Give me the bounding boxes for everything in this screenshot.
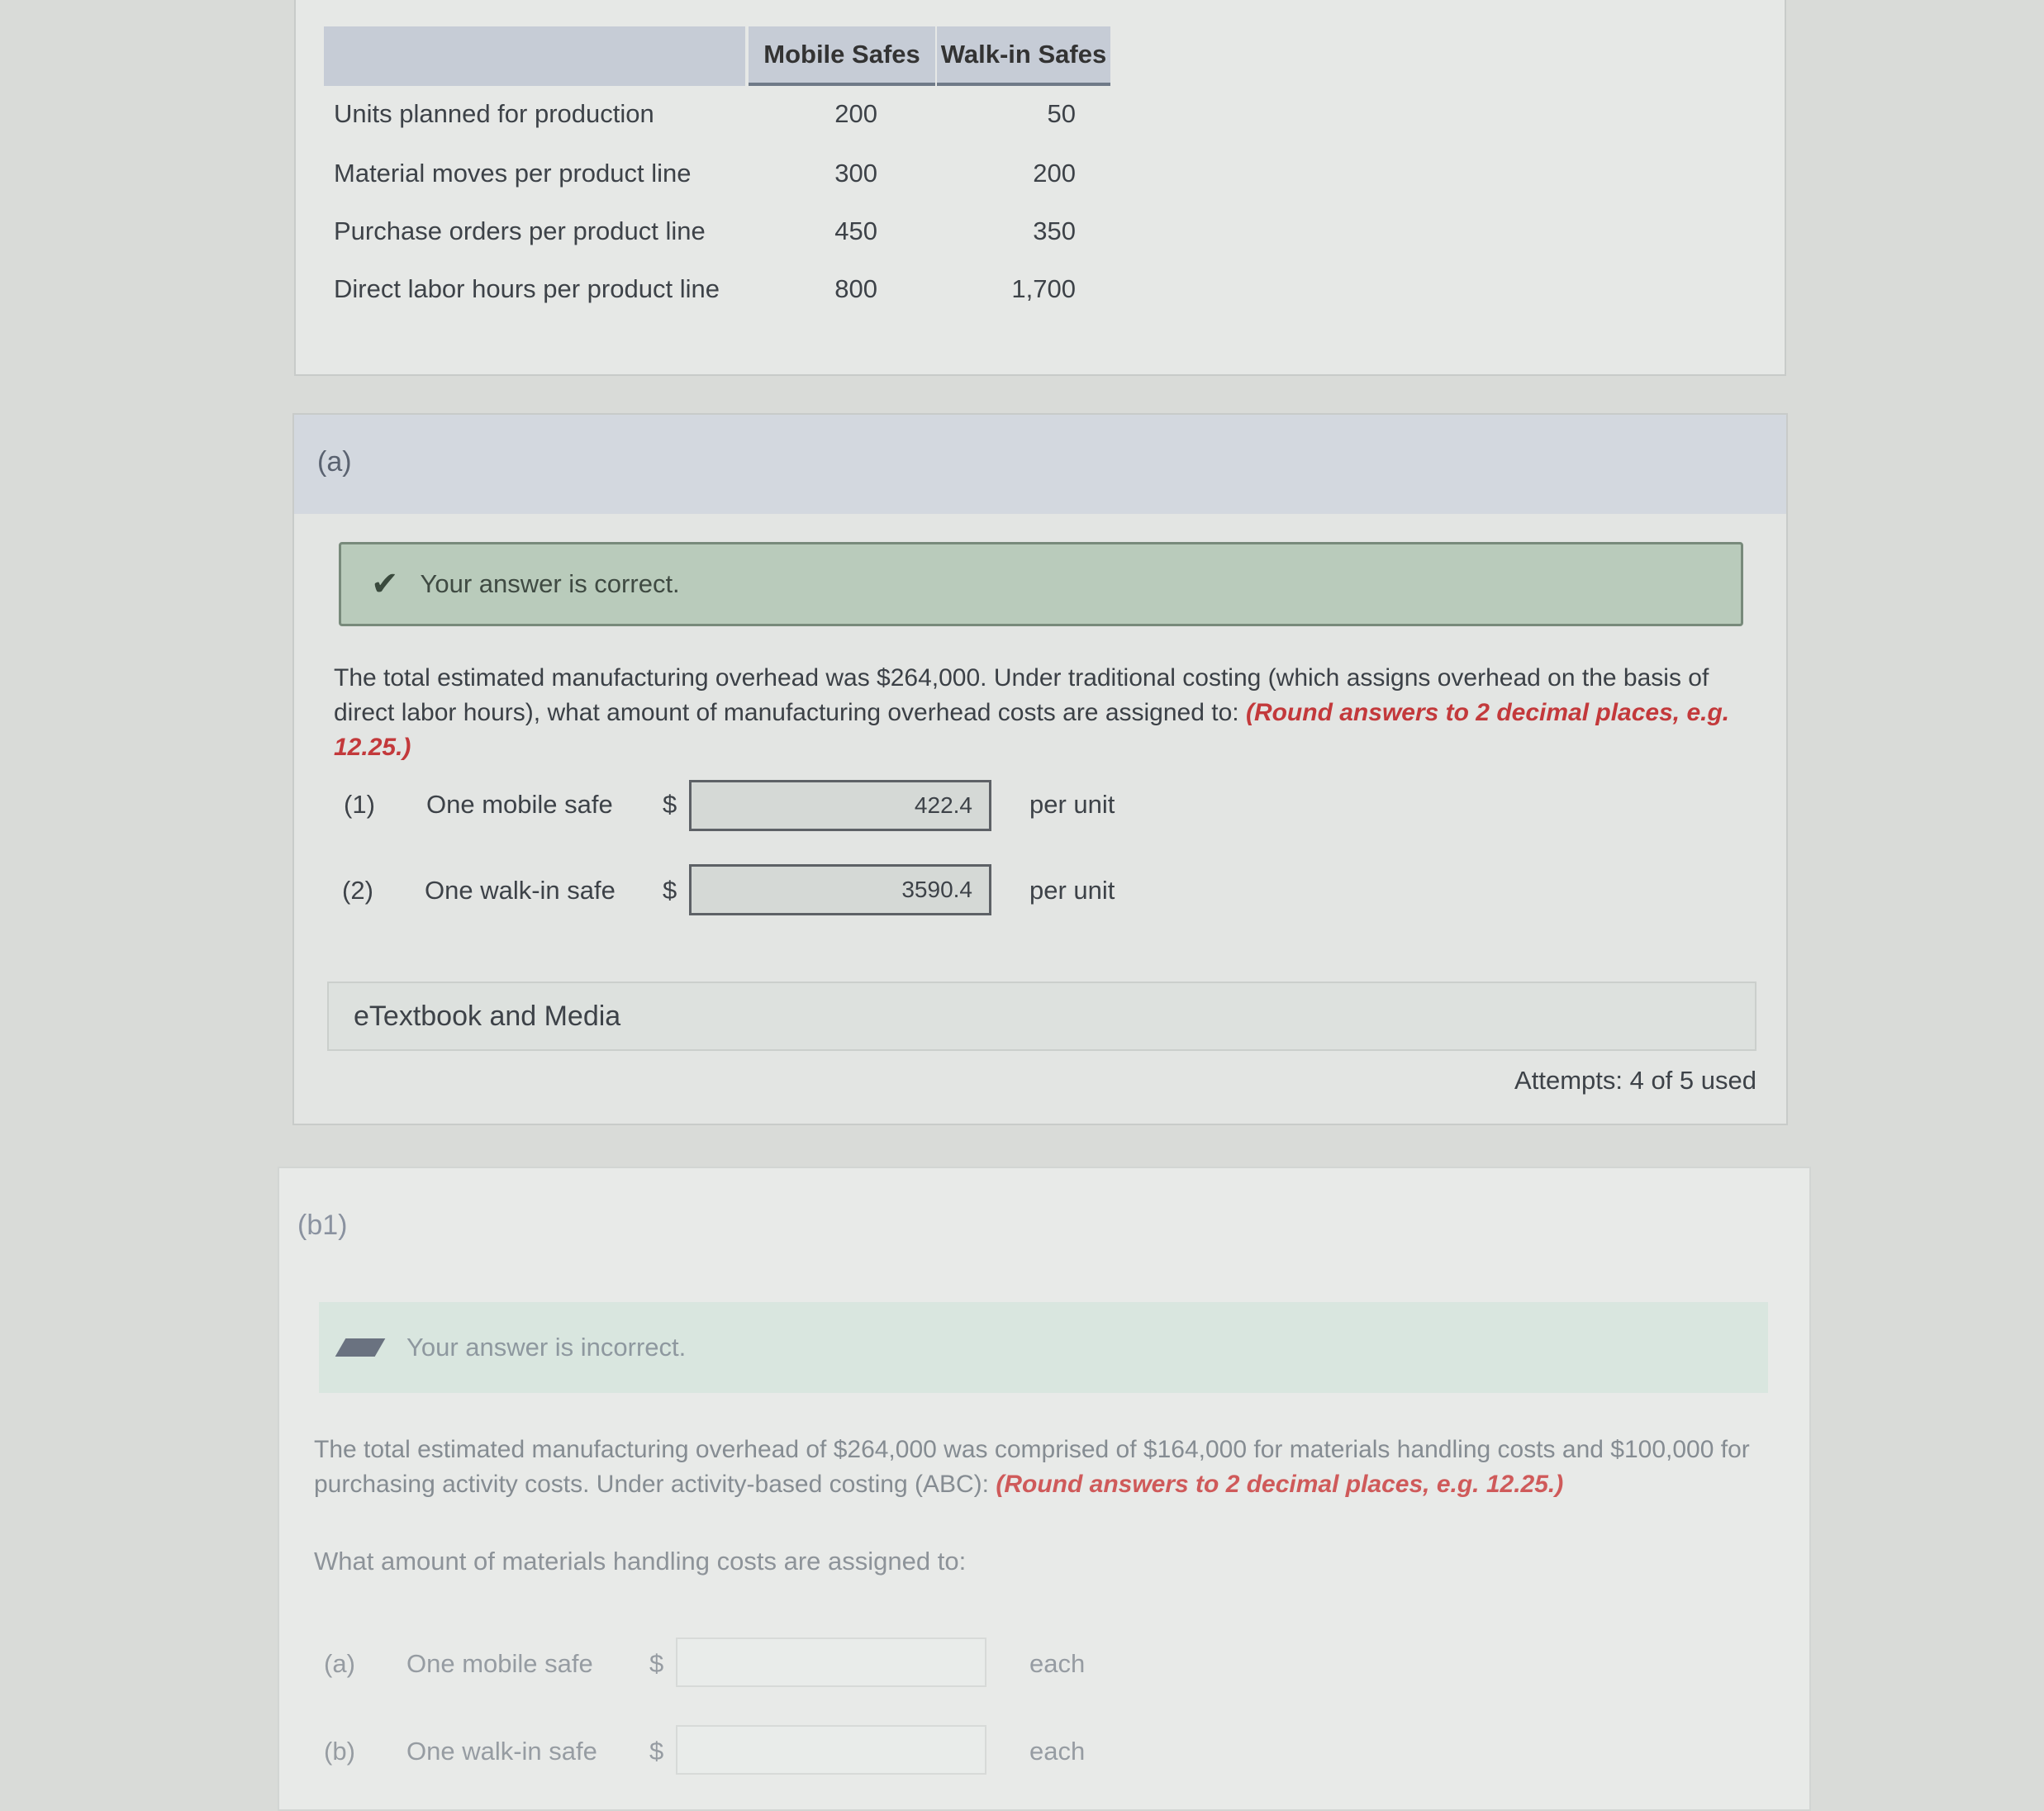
part-a-label: (a) bbox=[317, 446, 352, 478]
attempts-counter: Attempts: 4 of 5 used bbox=[1514, 1066, 1756, 1095]
part-b1-label: (b1) bbox=[297, 1210, 348, 1241]
rounding-instruction: (Round answers to 2 decimal places, e.g. 12.25.) bbox=[334, 699, 1730, 761]
item-number: (2) bbox=[342, 876, 373, 905]
row-label: Direct labor hours per product line bbox=[334, 274, 720, 303]
answer-input-walk-in-safe[interactable] bbox=[689, 864, 991, 915]
item-number: (a) bbox=[324, 1649, 355, 1678]
table-header-blank bbox=[324, 26, 745, 86]
cell-walkin: 1,700 bbox=[1011, 274, 1076, 303]
unit-label: each bbox=[1029, 1737, 1086, 1766]
answer-input-walk-in-safe[interactable] bbox=[676, 1725, 986, 1775]
pencil-icon bbox=[335, 1338, 386, 1357]
answer-input-mobile-safe[interactable] bbox=[689, 780, 991, 831]
currency-symbol: $ bbox=[663, 876, 677, 905]
item-label: One mobile safe bbox=[426, 790, 613, 819]
cell-mobile: 800 bbox=[834, 274, 877, 303]
question-text bbox=[314, 1433, 1752, 1502]
cell-walkin: 200 bbox=[1033, 159, 1076, 188]
correct-feedback-banner bbox=[339, 542, 1743, 626]
currency-symbol: $ bbox=[649, 1737, 664, 1766]
item-label: One mobile safe bbox=[406, 1649, 593, 1678]
item-label: One walk-in safe bbox=[425, 876, 616, 905]
cell-mobile: 300 bbox=[834, 159, 877, 188]
sub-question-text: What amount of materials handling costs are assigned to: bbox=[314, 1547, 967, 1576]
rounding-instruction: (Round answers to 2 decimal places, e.g. 12.25.) bbox=[996, 1471, 1564, 1498]
unit-label: each bbox=[1029, 1649, 1086, 1678]
row-label: Purchase orders per product line bbox=[334, 216, 706, 245]
row-label: Material moves per product line bbox=[334, 159, 692, 188]
column-header-mobile-safes: Mobile Safes bbox=[749, 26, 935, 86]
question-body: The total estimated manufacturing overhead was $264,000. Under traditional costing (which assigns overhead on the basis of direct labor hours), what amount of manufacturing overhead costs are assigned to: bbox=[334, 664, 1709, 726]
answer-input-mobile-safe[interactable] bbox=[676, 1638, 986, 1687]
incorrect-feedback-banner bbox=[319, 1302, 1768, 1393]
part-a-header bbox=[294, 415, 1786, 514]
question-body: The total estimated manufacturing overhead of $264,000 was comprised of $164,000 for materials handling costs and $100,000 for purchasing activity costs. Under activity-based costing (ABC): bbox=[314, 1436, 1750, 1498]
unit-label: per unit bbox=[1029, 876, 1115, 905]
unit-label: per unit bbox=[1029, 790, 1115, 819]
checkmark-icon: ✔ bbox=[371, 566, 399, 602]
currency-symbol: $ bbox=[649, 1649, 664, 1678]
cell-mobile: 450 bbox=[834, 216, 877, 245]
feedback-text: Your answer is correct. bbox=[420, 569, 680, 598]
question-text bbox=[334, 661, 1755, 765]
column-header-walk-in-safes: Walk-in Safes bbox=[937, 26, 1110, 86]
item-number: (b) bbox=[324, 1737, 355, 1766]
feedback-text: Your answer is incorrect. bbox=[406, 1333, 687, 1362]
cell-walkin: 350 bbox=[1033, 216, 1076, 245]
etextbook-and-media-link[interactable]: eTextbook and Media bbox=[327, 982, 1756, 1051]
currency-symbol: $ bbox=[663, 790, 677, 819]
cell-walkin: 50 bbox=[1047, 99, 1076, 128]
row-label: Units planned for production bbox=[334, 99, 654, 128]
item-label: One walk-in safe bbox=[406, 1737, 597, 1766]
cell-mobile: 200 bbox=[834, 99, 877, 128]
item-number: (1) bbox=[344, 790, 375, 819]
